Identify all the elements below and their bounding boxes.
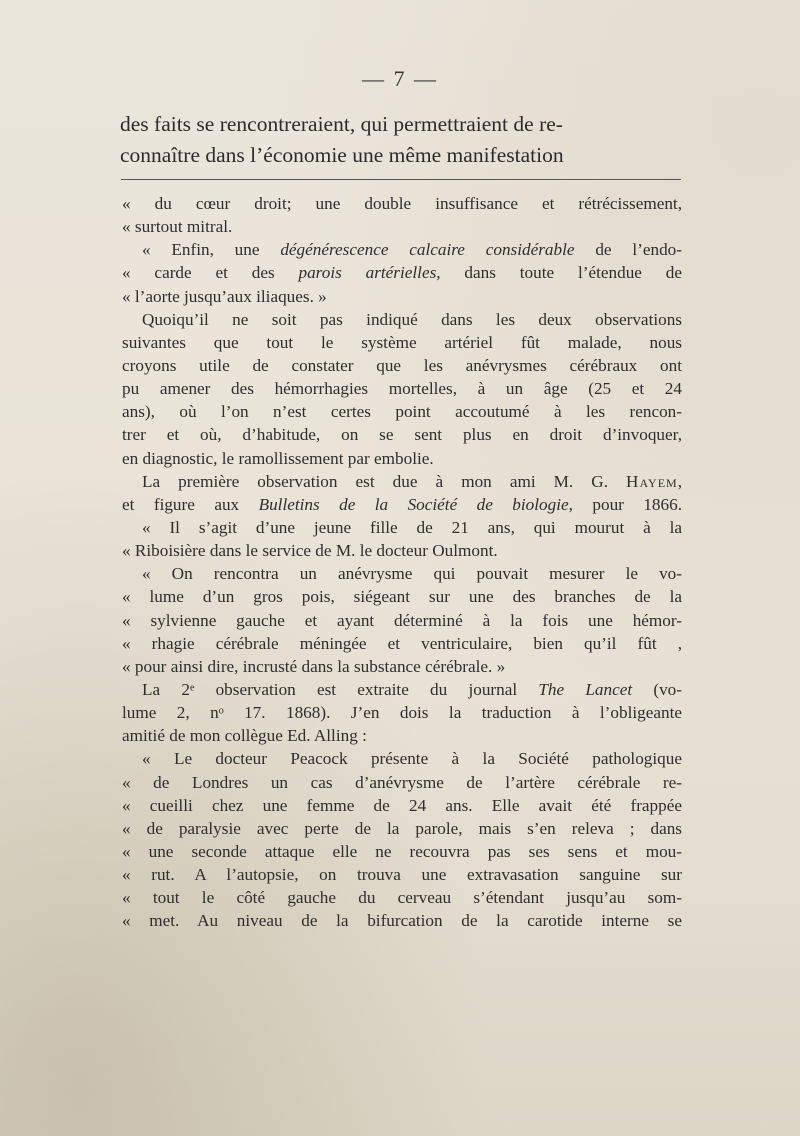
text-run: croyons utile de constater que les anévrysmes cérébraux ont <box>122 355 682 375</box>
text-run: « l’aorte jusqu’aux iliaques. » <box>122 286 327 306</box>
text-run: Quoiqu’il ne soit pas indiqué dans les deux observations <box>142 309 682 329</box>
text-run: pu amener des hémorrhagies mortelles, à un âge (25 et 24 <box>122 379 682 399</box>
text-run: « On rencontra un anévrysme qui pouvait mesurer le vo- <box>142 564 682 584</box>
text-line <box>122 701 682 724</box>
text-line <box>122 493 682 516</box>
text-line <box>122 909 682 932</box>
text-run: amitié de mon collègue Ed. Alling : <box>122 726 367 746</box>
text-line <box>122 863 682 886</box>
top-paragraph-line-1: des faits se rencontreraient, qui permettraient de re- <box>120 112 563 136</box>
text-run: « lume d’un gros pois, siégeant sur une des branches de la <box>122 587 682 607</box>
text-run: « cueilli chez une femme de 24 ans. Elle avait été frappée <box>122 795 682 815</box>
text-run: , <box>677 471 682 491</box>
text-line <box>122 840 682 863</box>
text-run: « de Londres un cas d’anévrysme de l’artère cérébrale re- <box>122 772 682 792</box>
top-paragraph-line-2: connaître dans l’économie une même manifestation <box>120 143 564 167</box>
text-run: « tout le côté gauche du cerveau s’étendant jusqu’au som- <box>122 888 682 908</box>
text-run: « Riboisière dans le service de M. le docteur Oulmont. <box>122 541 498 561</box>
text-run: (vo- <box>632 679 682 699</box>
text-run: « du cœur droit; une double insuffisance et rétrécissement, <box>122 194 682 213</box>
text-line <box>122 585 682 608</box>
text-line <box>122 400 682 423</box>
text-line <box>122 632 682 655</box>
text-run: « Enfin, une <box>142 240 281 260</box>
text-line <box>122 308 682 331</box>
text-line <box>122 423 682 446</box>
text-line <box>122 886 682 909</box>
text-run: ans), où l’on n’est certes point accoutumé à les rencon- <box>122 402 682 422</box>
text-line <box>122 447 682 470</box>
text-line <box>122 192 682 215</box>
text-run: « Le docteur Peacock présente à la Société pathologique <box>142 749 682 769</box>
text-run: , dans toute l’étendue de <box>436 263 682 283</box>
text-line <box>122 747 682 770</box>
text-line <box>122 261 682 284</box>
body-text-block <box>122 192 682 933</box>
text-line <box>122 678 682 701</box>
text-run: « une seconde attaque elle ne recouvra pas ses sens et mou- <box>122 841 682 861</box>
text-line <box>122 377 682 400</box>
text-run: « rhagie cérébrale méningée et ventriculaire, bien qu’il fût , <box>122 633 682 653</box>
text-line <box>122 516 682 539</box>
text-run: et figure aux <box>122 494 259 514</box>
page-number: — 7 — <box>362 66 438 91</box>
separator-rule <box>121 179 681 180</box>
text-run: de l’endo- <box>574 240 682 260</box>
text-line <box>122 794 682 817</box>
text-line <box>122 285 682 308</box>
italic-text: dégénérescence calcaire considérable <box>280 240 575 260</box>
text-line <box>122 655 682 678</box>
text-run: suivantes que tout le système artériel fût malade, nous <box>122 332 682 352</box>
text-line <box>122 609 682 632</box>
text-run: « carde et des <box>122 263 299 283</box>
text-run: « Il s’agit d’une jeune fille de 21 ans, qui mourut à la <box>142 517 682 537</box>
text-run: « rut. A l’autopsie, on trouva une extravasation sanguine sur <box>122 865 682 885</box>
text-run: « met. Au niveau de la bifurcation de la carotide interne se <box>122 911 682 931</box>
text-line <box>122 238 682 261</box>
text-line <box>122 771 682 794</box>
text-line <box>122 724 682 747</box>
text-line <box>122 562 682 585</box>
small-caps-text: Hayem <box>626 471 678 491</box>
text-run: La 2ᵉ observation est extraite du journal <box>142 679 539 699</box>
text-run: La première observation est due à mon ami M. G. <box>142 471 627 491</box>
text-line <box>122 331 682 354</box>
text-run: en diagnostic, le ramollissement par embolie. <box>122 448 434 468</box>
text-run: « pour ainsi dire, incrusté dans la substance cérébrale. » <box>122 656 506 676</box>
text-run: « sylvienne gauche et ayant déterminé à la fois une hémor- <box>122 610 682 630</box>
text-run: lume 2, nᵒ 17. 1868). J’en dois la traduction à l’obligeante <box>122 703 682 723</box>
text-line <box>122 470 682 493</box>
text-line <box>122 215 682 238</box>
italic-text: The Lancet <box>538 679 633 699</box>
text-run: « de paralysie avec perte de la parole, mais s’en releva ; dans <box>122 818 682 838</box>
text-line <box>122 817 682 840</box>
text-run: « surtout mitral. <box>122 217 233 237</box>
text-run: , pour 1866. <box>568 494 682 514</box>
italic-text: Bulletins de la Société de biologie <box>258 494 569 514</box>
italic-text: parois artérielles <box>298 263 437 283</box>
text-line <box>122 539 682 562</box>
text-line <box>122 354 682 377</box>
text-run: trer et où, d’habitude, on se sent plus en droit d’invoquer, <box>122 425 682 445</box>
